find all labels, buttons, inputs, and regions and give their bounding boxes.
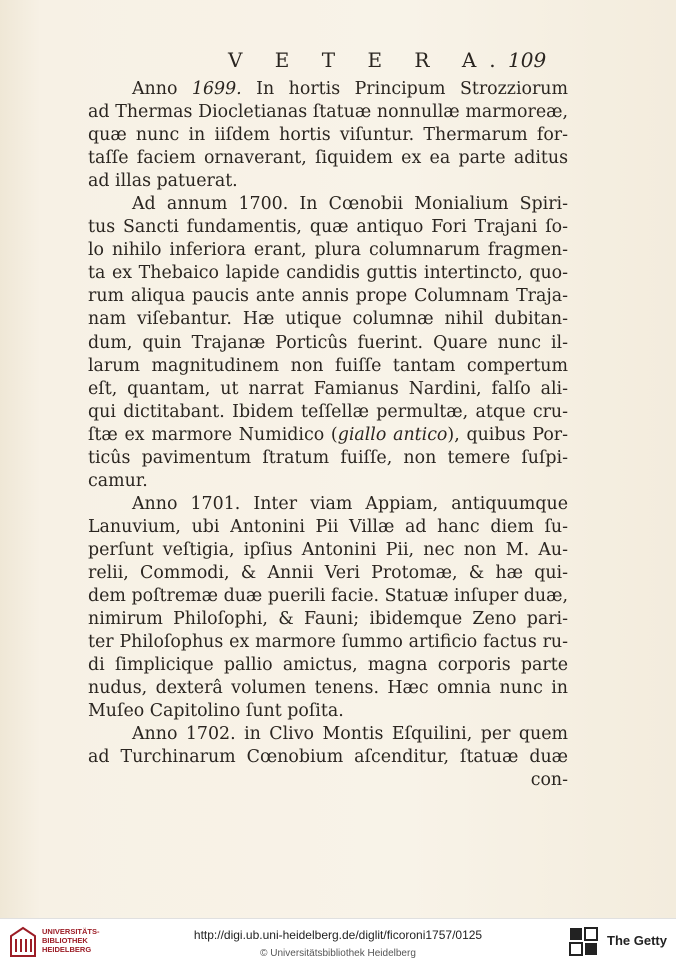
text-line: di ſimplicique pallio amictus, magna corporis parte <box>88 655 568 676</box>
viewer-footer <box>0 918 676 967</box>
text-line: relii, Commodi, & Annii Veri Protomæ, & hæ qui- <box>88 562 568 583</box>
text-line: lo nihilo inferiora erant, plura columnarum fragmen- <box>88 240 568 261</box>
text-line: Anno 1702. in Clivo Montis Eſquilini, per quem <box>132 724 568 745</box>
text-line: ticûs pavimentum ſtratum fuiſſe, non temere ſuſpi- <box>88 447 568 468</box>
running-head-title: V E T E R A. <box>228 48 509 72</box>
catchword: con- <box>530 770 568 791</box>
text-line: camur. <box>88 470 148 491</box>
running-head <box>0 48 676 74</box>
text-line: nudus, dexterâ volumen tenens. Hæc omnia nunc in <box>88 678 568 699</box>
text-line: dem poſtremæ duæ puerili facie. Statuæ inſuper duæ, <box>88 586 568 607</box>
text-line: ſtæ ex marmore Numidico (giallo antico), quibus Por- <box>88 424 568 445</box>
text-line: ad Turchinarum Cœnobium aſcenditur, ſtatuæ duæ <box>88 747 568 768</box>
text-line: Muſeo Capitolino ſunt poſita. <box>88 701 344 722</box>
text-line: tus Sancti fundamentis, quæ antiquo Fori Trajani ſo- <box>88 217 568 238</box>
text-line: Ad annum 1700. In Cœnobii Monialium Spiri- <box>132 194 568 215</box>
text-line: larum magnitudinem non fuiſſe tantam compertum <box>88 355 568 376</box>
text-line: ad Thermas Diocletianas ſtatuæ nonnullæ marmoreæ, <box>88 102 568 123</box>
text-line: ter Philoſophus ex marmore ſummo artificio factus ru- <box>88 632 568 653</box>
text-line: qui dictitabant. Ibidem teſſellæ permultæ, atque cru- <box>88 401 568 422</box>
body-text <box>88 78 568 792</box>
permalink-url[interactable]: http://digi.ub.uni-heidelberg.de/diglit/ficoroni1757/0125 <box>193 928 483 942</box>
text-line: ad illas patuerat. <box>88 171 238 192</box>
partner-name: The Getty <box>607 933 667 948</box>
page-number: 109 <box>508 48 547 72</box>
text-line: Anno 1699. In hortis Principum Strozziorum <box>132 79 568 99</box>
text-line: rum aliqua paucis ante annis prope Columnam Traja- <box>88 286 568 307</box>
text-line: taſſe faciem ornaverant, ſiquidem ex ea parte aditus <box>88 148 568 169</box>
text-line: nam viſebantur. Hæ utique columnæ nihil dubitan- <box>88 309 568 330</box>
text-line: nimirum Philoſophi, & Fauni; ibidemque Zeno pari- <box>88 609 568 630</box>
text-line: Lanuvium, ubi Antonini Pii Villæ ad hanc diem ſu- <box>88 516 568 537</box>
getty-logo-icon <box>569 927 599 957</box>
text-line: Anno 1701. Inter viam Appiam, antiquumque <box>132 493 568 514</box>
text-line: quæ nunc in iiſdem hortis viſuntur. Thermarum for- <box>88 125 568 146</box>
institution-name: UNIVERSITÄTS- BIBLIOTHEK HEIDELBERG <box>42 927 100 954</box>
text-line: perſunt veſtigia, ipſius Antonini Pii, nec non M. Au- <box>88 539 568 560</box>
text-line: eſt, quantam, ut narrat Famianus Nardini, falſo ali- <box>88 378 568 399</box>
copyright-notice: © Universitätsbibliothek Heidelberg <box>260 948 416 959</box>
text-line: dum, quin Trajanæ Porticûs fuerint. Quare nunc il- <box>88 332 568 353</box>
text-line: ta ex Thebaico lapide candidis guttis intertincto, quo- <box>88 263 568 284</box>
